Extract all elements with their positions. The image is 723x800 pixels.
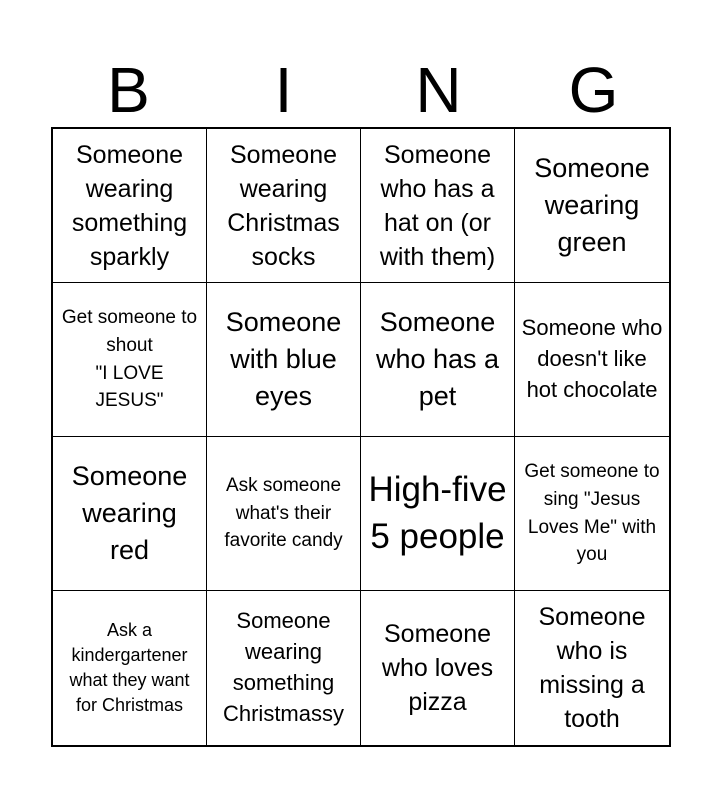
bingo-cell[interactable]: Get someone to sing "Jesus Loves Me" with you xyxy=(515,437,669,591)
bingo-cell[interactable]: Ask someone what's their favorite candy xyxy=(207,437,361,591)
bingo-header xyxy=(51,52,671,128)
bingo-cell[interactable]: Someone wearing red xyxy=(53,437,207,591)
bingo-cell[interactable]: Someone who has a hat on (or with them) xyxy=(361,129,515,283)
bingo-cell[interactable]: Get someone to shout "I LOVE JESUS" xyxy=(53,283,207,437)
header-letter-g: G xyxy=(568,54,619,126)
header-letter-i: I xyxy=(274,54,293,126)
bingo-cell[interactable]: Someone with blue eyes xyxy=(207,283,361,437)
bingo-cell[interactable]: Someone who has a pet xyxy=(361,283,515,437)
bingo-cell[interactable]: Someone wearing something sparkly xyxy=(53,129,207,283)
bingo-cell[interactable]: Someone wearing green xyxy=(515,129,669,283)
header-letter-b: B xyxy=(107,54,150,126)
bingo-cell[interactable]: Someone who loves pizza xyxy=(361,591,515,745)
bingo-cell[interactable]: Someone who is missing a tooth xyxy=(538,603,646,733)
bingo-cell[interactable]: Someone wearing Christmas socks xyxy=(207,129,361,283)
bingo-cell[interactable]: Someone wearing something Christmassy xyxy=(207,591,361,745)
header-letter-n: N xyxy=(415,54,462,126)
bingo-cell[interactable]: Someone who doesn't like hot chocolate xyxy=(515,283,669,437)
bingo-cell[interactable]: Ask a kindergartener what they want for Christmas xyxy=(53,591,207,745)
bingo-grid xyxy=(51,127,671,747)
bingo-cell[interactable]: High-five 5 people xyxy=(361,437,515,591)
